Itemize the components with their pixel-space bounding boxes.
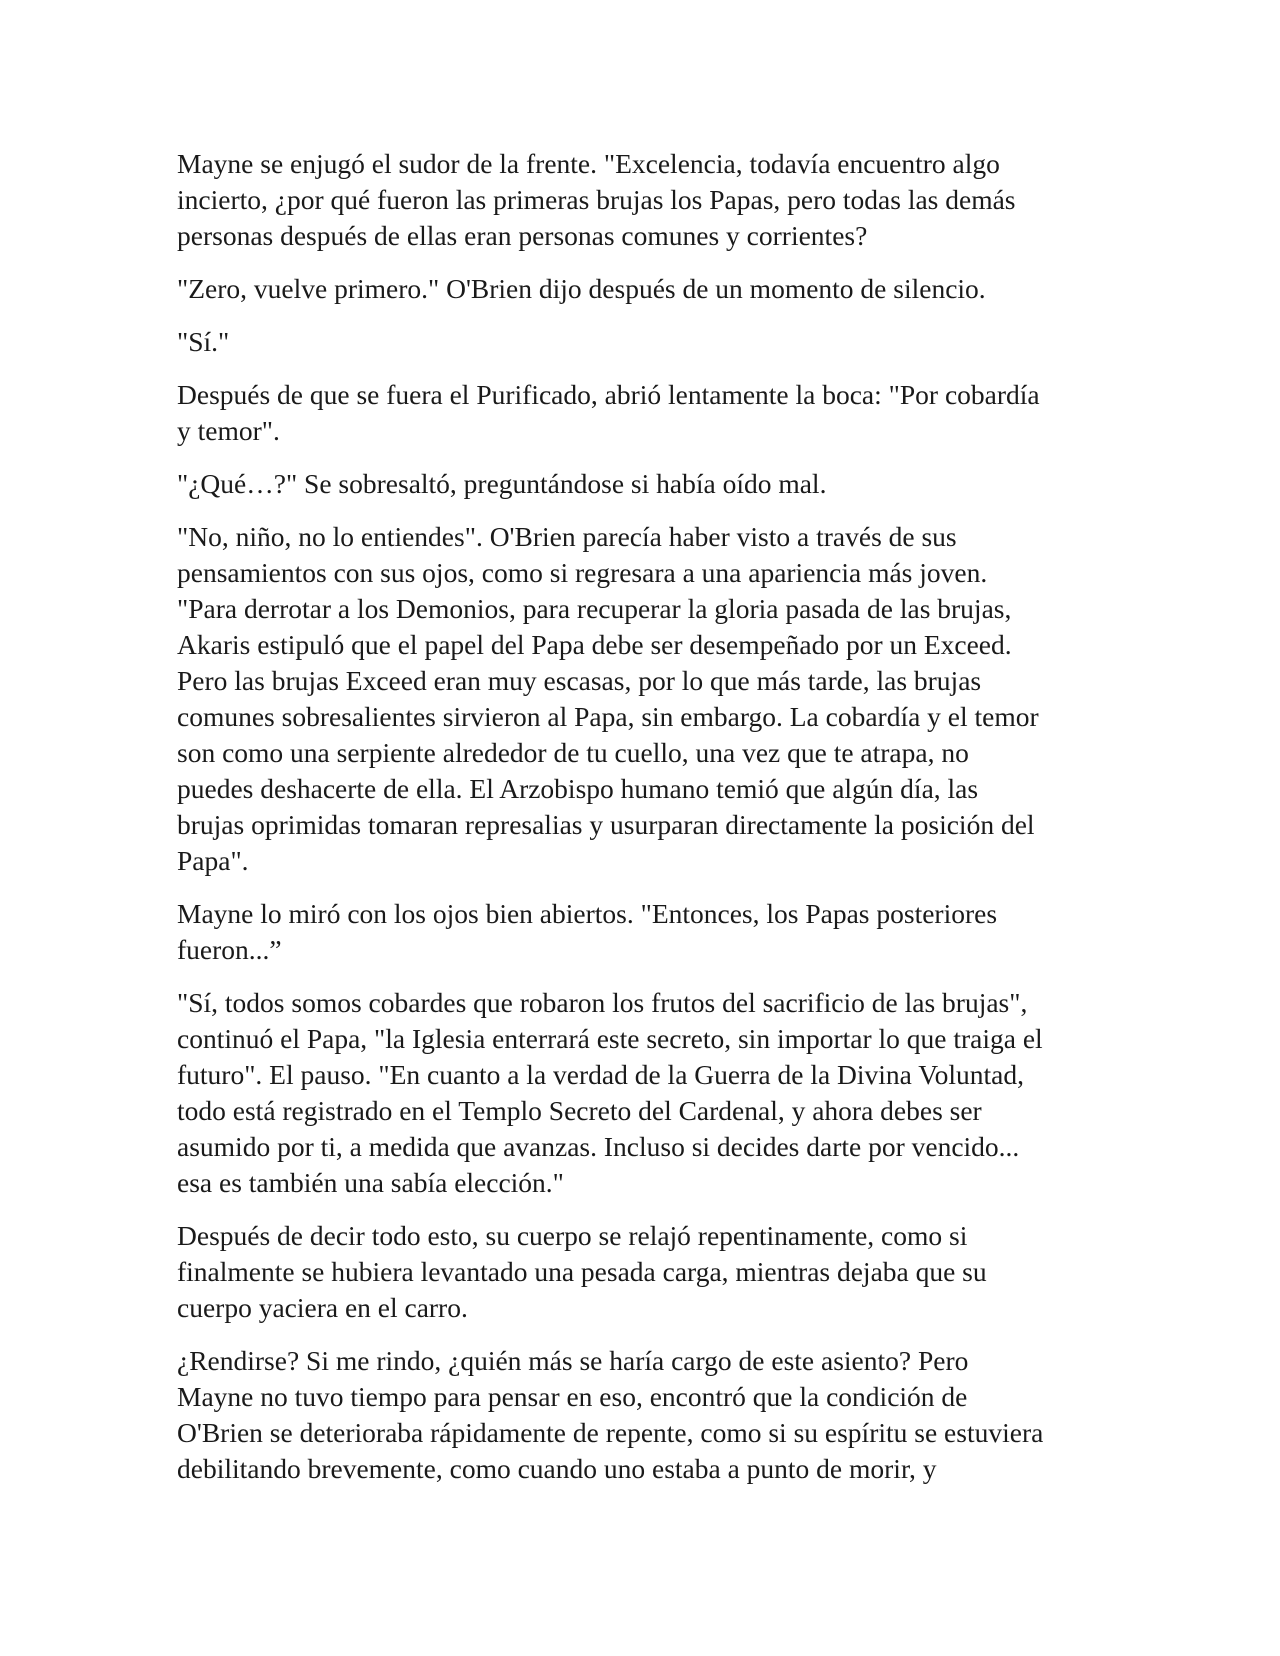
- text-line: Pero las brujas Exceed eran muy escasas, por lo que más tarde, las brujas: [177, 665, 982, 696]
- paragraph: [177, 896, 1107, 968]
- text-line: incierto, ¿por qué fueron las primeras brujas los Papas, pero todas las demás: [177, 184, 1016, 215]
- text-line: y temor".: [177, 415, 280, 446]
- text-line: cuerpo yaciera en el carro.: [177, 1292, 468, 1323]
- text-line: esa es también una sabía elección.": [177, 1167, 564, 1198]
- text-line: pensamientos con sus ojos, como si regresara a una apariencia más joven.: [177, 557, 988, 588]
- text-line: continuó el Papa, "la Iglesia enterrará este secreto, sin importar lo que traiga el: [177, 1023, 1043, 1054]
- document-body: [177, 146, 1107, 1504]
- text-line: "Sí.": [177, 326, 230, 357]
- text-line: Akaris estipuló que el papel del Papa debe ser desempeñado por un Exceed.: [177, 629, 1012, 660]
- text-line: finalmente se hubiera levantado una pesada carga, mientras dejaba que su: [177, 1256, 987, 1287]
- text-line: "No, niño, no lo entiendes". O'Brien parecía haber visto a través de sus: [177, 521, 957, 552]
- text-line: "Sí, todos somos cobardes que robaron los frutos del sacrificio de las brujas",: [177, 987, 1028, 1018]
- text-line: comunes sobresalientes sirvieron al Papa, sin embargo. La cobardía y el temor: [177, 701, 1039, 732]
- text-line: brujas oprimidas tomaran represalias y usurparan directamente la posición del: [177, 809, 1035, 840]
- paragraph: [177, 271, 1107, 307]
- text-line: todo está registrado en el Templo Secreto del Cardenal, y ahora debes ser: [177, 1095, 982, 1126]
- text-line: Mayne se enjugó el sudor de la frente. "Excelencia, todavía encuentro algo: [177, 148, 1000, 179]
- text-line: personas después de ellas eran personas comunes y corrientes?: [177, 220, 868, 251]
- paragraph: [177, 146, 1107, 254]
- text-line: puedes deshacerte de ella. El Arzobispo humano temió que algún día, las: [177, 773, 979, 804]
- text-line: Después de decir todo esto, su cuerpo se relajó repentinamente, como si: [177, 1220, 968, 1251]
- paragraph: [177, 324, 1107, 360]
- text-line: ¿Rendirse? Si me rindo, ¿quién más se haría cargo de este asiento? Pero: [177, 1345, 969, 1376]
- text-line: son como una serpiente alrededor de tu cuello, una vez que te atrapa, no: [177, 737, 969, 768]
- text-line: Mayne lo miró con los ojos bien abiertos. "Entonces, los Papas posteriores: [177, 898, 998, 929]
- text-line: "Zero, vuelve primero." O'Brien dijo después de un momento de silencio.: [177, 273, 986, 304]
- text-line: futuro". El pauso. "En cuanto a la verdad de la Guerra de la Divina Voluntad,: [177, 1059, 1024, 1090]
- text-line: Papa".: [177, 845, 249, 876]
- paragraph: [177, 985, 1107, 1201]
- text-line: fueron...”: [177, 934, 282, 965]
- text-line: O'Brien se deterioraba rápidamente de repente, como si su espíritu se estuviera: [177, 1417, 1044, 1448]
- paragraph: [177, 519, 1107, 879]
- paragraph: [177, 1343, 1107, 1487]
- text-line: Después de que se fuera el Purificado, abrió lentamente la boca: "Por cobardía: [177, 379, 1040, 410]
- text-line: Mayne no tuvo tiempo para pensar en eso, encontró que la condición de: [177, 1381, 968, 1412]
- paragraph: [177, 466, 1107, 502]
- paragraph: [177, 377, 1107, 449]
- text-line: "¿Qué…?" Se sobresaltó, preguntándose si había oído mal.: [177, 468, 827, 499]
- text-line: asumido por ti, a medida que avanzas. Incluso si decides darte por vencido...: [177, 1131, 1020, 1162]
- text-line: "Para derrotar a los Demonios, para recuperar la gloria pasada de las brujas,: [177, 593, 1012, 624]
- text-line: debilitando brevemente, como cuando uno estaba a punto de morir, y: [177, 1453, 937, 1484]
- paragraph: [177, 1218, 1107, 1326]
